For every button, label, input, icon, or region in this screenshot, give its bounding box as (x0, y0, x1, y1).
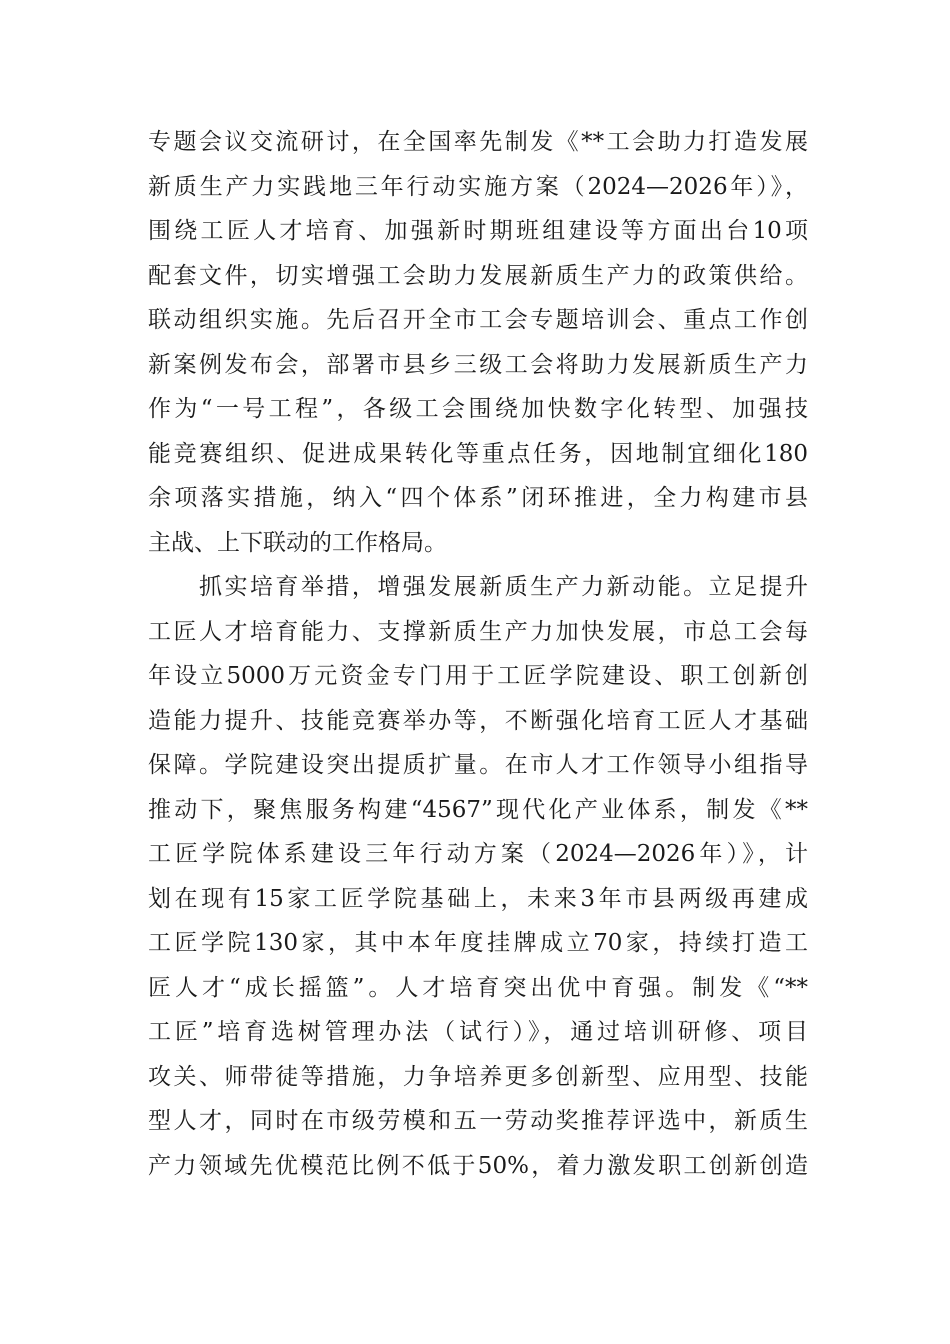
text-line: 工匠人才培育能力、支撑新质生产力加快发展，市总工会每 (148, 618, 808, 645)
text-line: 攻关、师带徒等措施，力争培养更多创新型、应用型、技能 (148, 1063, 808, 1090)
text-line: 工匠学院体系建设三年行动方案（2024—2026年）》，计 (148, 841, 808, 867)
text-line: 配套文件，切实增强工会助力发展新质生产力的政策供给。 (148, 262, 808, 289)
text-line: 匠人才“成长摇篮”。人才培育突出优中育强。制发《“** (148, 974, 808, 1001)
text-line: 作为“一号工程”，各级工会围绕加快数字化转型、加强技 (148, 396, 808, 422)
text-line: 年设立5000万元资金专门用于工匠学院建设、职工创新创 (148, 663, 808, 689)
text-line: 造能力提升、技能竞赛举办等，不断强化培育工匠人才基础 (148, 707, 808, 734)
text-line: 产力领域先优模范比例不低于50%，着力激发职工创新创造 (148, 1152, 808, 1179)
text-line: 联动组织实施。先后召开全市工会专题培训会、重点工作创 (148, 307, 808, 333)
text-line: 抓实培育举措，增强发展新质生产力新动能。立足提升 (148, 574, 808, 600)
text-line: 工匠学院130家，其中本年度挂牌成立70家，持续打造工 (148, 930, 808, 956)
text-line: 余项落实措施，纳入“四个体系”闭环推进，全力构建市县 (148, 485, 808, 511)
text-line: 工匠”培育选树管理办法（试行）》，通过培训研修、项目 (148, 1019, 808, 1045)
text-line: 型人才，同时在市级劳模和五一劳动奖推荐评选中，新质生 (148, 1108, 808, 1134)
text-line: 保障。学院建设突出提质扩量。在市人才工作领导小组指导 (148, 752, 808, 778)
text-line: 专题会议交流研讨，在全国率先制发《**工会助力打造发展 (148, 129, 808, 155)
text-line: 划在现有15家工匠学院基础上，未来3年市县两级再建成 (148, 885, 808, 912)
text-line: 能竞赛组织、促进成果转化等重点任务，因地制宜细化180 (148, 440, 808, 467)
body-text (148, 120, 808, 1188)
text-line: 围绕工匠人才培育、加强新时期班组建设等方面出台10项 (148, 218, 808, 244)
text-line: 主战、上下联动的工作格局。 (148, 529, 447, 556)
text-line: 推动下，聚焦服务构建“4567”现代化产业体系，制发《** (148, 796, 808, 823)
text-line: 新案例发布会，部署市县乡三级工会将助力发展新质生产力 (148, 351, 808, 378)
text-line: 新质生产力实践地三年行动实施方案（2024—2026年）》， (148, 173, 808, 200)
